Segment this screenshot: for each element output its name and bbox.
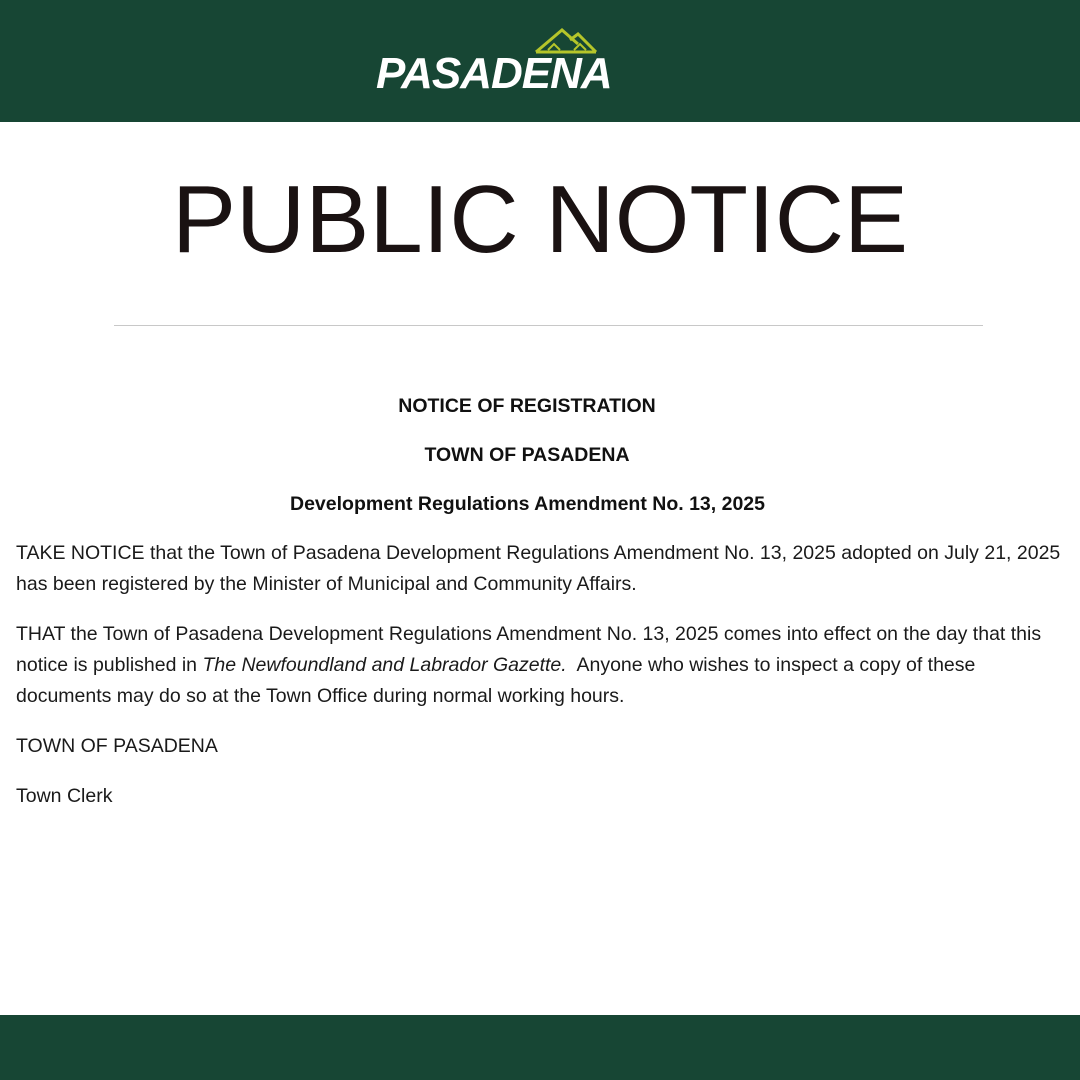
notice-heading: NOTICE OF REGISTRATION (398, 395, 656, 417)
header-bar (0, 0, 1080, 122)
notice-town: TOWN OF PASADENA (424, 444, 630, 466)
paragraph-take-notice: TAKE NOTICE that the Town of Pasadena Development Regulations Amendment No. 13, 2025 adopted on July 21, 2025 has been registered by the Minister of Municipal and Community Affairs. (16, 542, 1061, 595)
signoff-title: Town Clerk (16, 785, 113, 807)
divider (114, 325, 983, 326)
paragraph-effect (16, 619, 1066, 712)
page-title: PUBLIC NOTICE (171, 166, 909, 273)
notice-subject: Development Regulations Amendment No. 13, 2025 (290, 493, 765, 515)
paragraph-text: THAT the Town of Pasadena Development Regulations Amendment No. 13, 2025 comes into effect on the day that this notice is published in (16, 623, 1042, 676)
logo-text: PASADENA (376, 49, 612, 98)
gazette-title: The Newfoundland and Labrador Gazette. (202, 654, 567, 676)
paragraph-text: Anyone who wishes to inspect a copy of these documents may do so at the Town Office during normal working hours. (16, 654, 981, 707)
pasadena-logo (376, 28, 616, 98)
footer-bar (0, 1015, 1080, 1080)
signoff-org: TOWN OF PASADENA (16, 735, 218, 757)
